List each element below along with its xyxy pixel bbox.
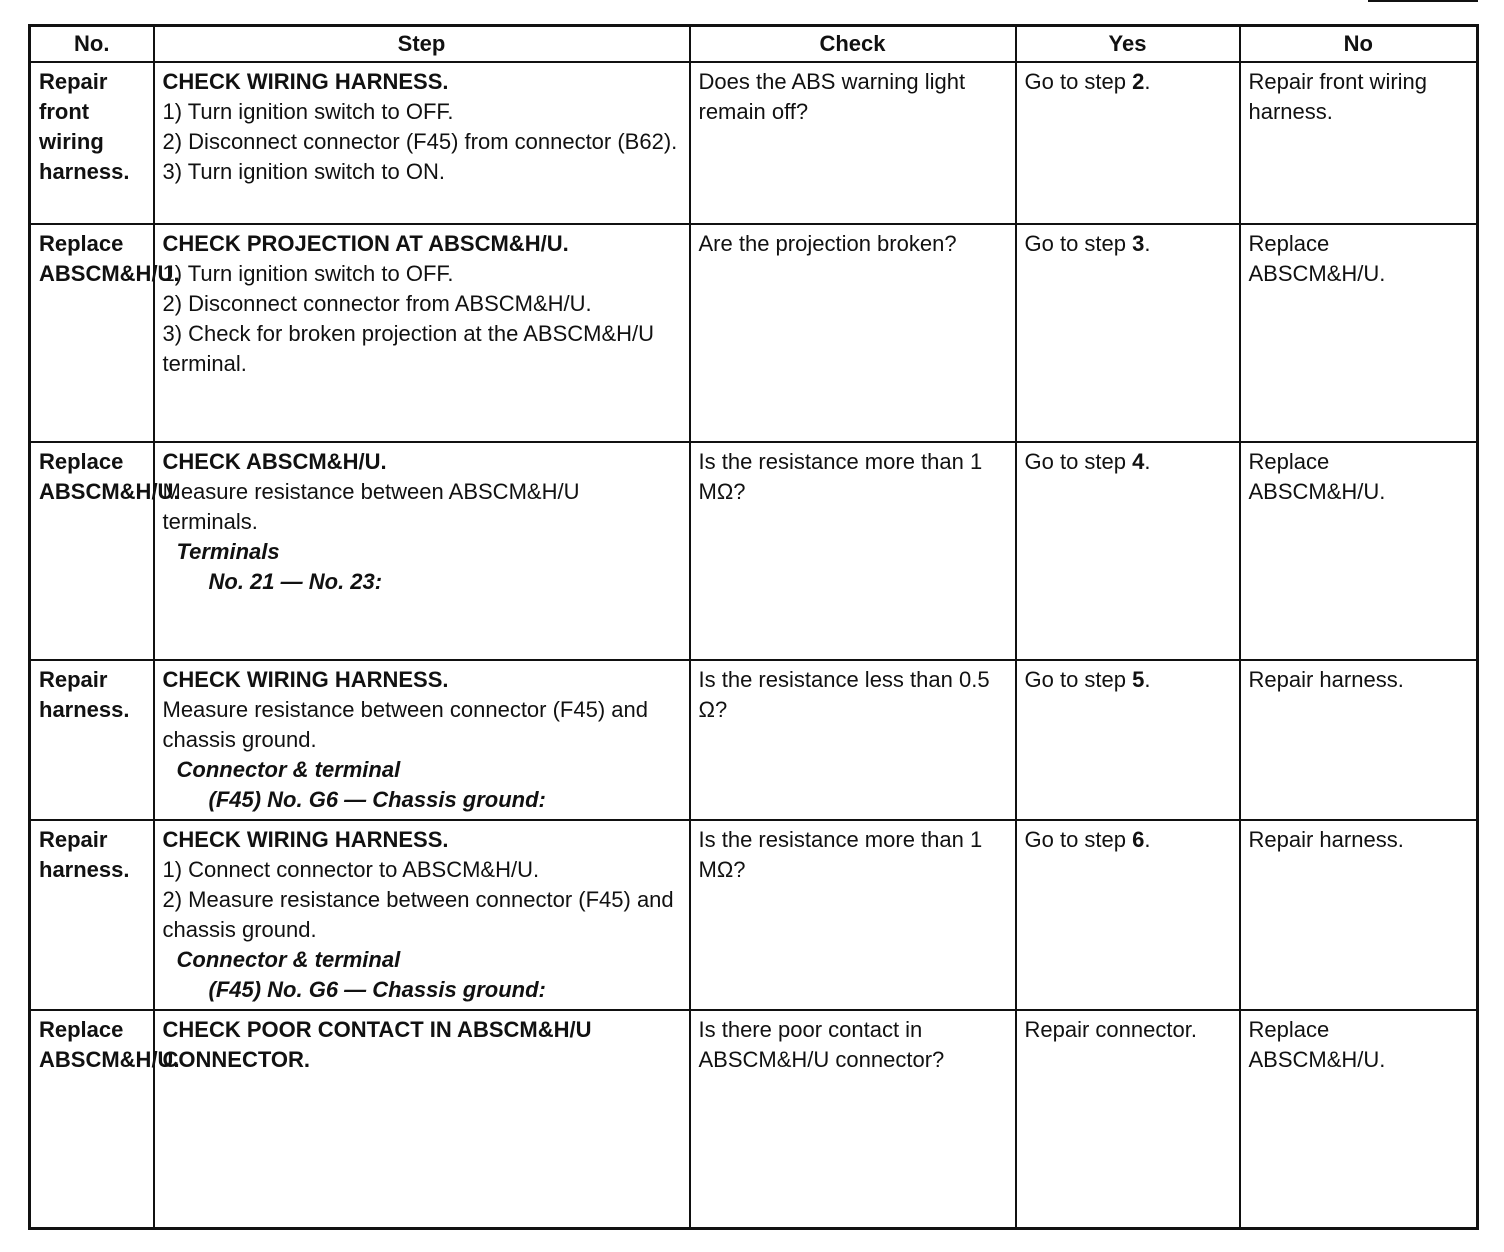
step-number: Repair harness.	[30, 820, 154, 1010]
no-cell: Repair front wiring harness.	[1240, 62, 1478, 224]
table-row	[30, 224, 1478, 442]
yes-step-ref: 3	[1132, 231, 1145, 256]
header-yes: Yes	[1016, 26, 1240, 63]
header-no-result: No	[1240, 26, 1478, 63]
yes-step-ref: 5	[1132, 667, 1145, 692]
yes-step-ref: 6	[1132, 827, 1145, 852]
yes-suffix: .	[1144, 231, 1151, 256]
check-cell: Are the projection broken?	[690, 224, 1016, 442]
step-instruction: 1) Connect connector to ABSCM&H/U.	[162, 857, 540, 882]
step-instruction: 2) Disconnect connector (F45) from connector (B62).	[162, 129, 678, 154]
check-cell: Is the resistance more than 1 MΩ?	[690, 442, 1016, 660]
no-cell: Repair harness.	[1240, 820, 1478, 1010]
step-instruction: 1) Turn ignition switch to OFF.	[162, 99, 454, 124]
step-cell	[154, 442, 690, 660]
yes-cell	[1016, 1010, 1240, 1228]
yes-text: Go to step	[1024, 231, 1133, 256]
check-cell: Is the resistance less than 0.5 Ω?	[690, 660, 1016, 820]
yes-suffix: .	[1144, 827, 1151, 852]
step-instruction: 2) Disconnect connector from ABSCM&H/U.	[162, 291, 592, 316]
step-title: CHECK POOR CONTACT IN ABSCM&H/U CONNECTOR.	[162, 1017, 592, 1072]
step-title: CHECK PROJECTION AT ABSCM&H/U.	[162, 231, 569, 256]
spec-label: Terminals	[176, 539, 280, 564]
step-cell	[154, 1010, 690, 1228]
no-cell: Repair harness.	[1240, 660, 1478, 820]
no-cell: Replace ABSCM&H/U.	[1240, 442, 1478, 660]
step-cell	[154, 660, 690, 820]
header-check: Check	[690, 26, 1016, 63]
table-row	[30, 62, 1478, 224]
step-cell	[154, 224, 690, 442]
spec-value: No. 21 — No. 23:	[208, 569, 383, 594]
spec-label: Connector & terminal	[176, 757, 401, 782]
check-cell: Does the ABS warning light remain off?	[690, 62, 1016, 224]
spec-value: (F45) No. G6 — Chassis ground:	[208, 787, 546, 812]
yes-cell	[1016, 820, 1240, 1010]
step-instruction: 2) Measure resistance between connector (F45) and chassis ground.	[162, 887, 674, 942]
table-row	[30, 660, 1478, 820]
step-number: Replace ABSCM&H/U.	[30, 1010, 154, 1228]
yes-text: Go to step	[1024, 667, 1133, 692]
step-title: CHECK WIRING HARNESS.	[162, 667, 449, 692]
yes-step-ref: 2	[1132, 69, 1145, 94]
step-number: Repair front wiring harness.	[30, 62, 154, 224]
yes-cell	[1016, 442, 1240, 660]
step-instruction: 3) Check for broken projection at the ABSCM&H/U terminal.	[162, 321, 655, 376]
step-title: CHECK ABSCM&H/U.	[162, 449, 387, 474]
yes-text: Repair connector.	[1024, 1017, 1197, 1042]
yes-text: Go to step	[1024, 827, 1133, 852]
step-title: CHECK WIRING HARNESS.	[162, 827, 449, 852]
table-row	[30, 1010, 1478, 1228]
header-row	[30, 26, 1478, 63]
step-number: Repair harness.	[30, 660, 154, 820]
yes-text: Go to step	[1024, 69, 1133, 94]
header-no: No.	[30, 26, 154, 63]
spec-value: (F45) No. G6 — Chassis ground:	[208, 977, 546, 1002]
no-cell: Replace ABSCM&H/U.	[1240, 1010, 1478, 1228]
yes-cell	[1016, 62, 1240, 224]
yes-text: Go to step	[1024, 449, 1133, 474]
step-instruction: Measure resistance between ABSCM&H/U terminals.	[162, 479, 580, 534]
no-cell: Replace ABSCM&H/U.	[1240, 224, 1478, 442]
step-number: Replace ABSCM&H/U.	[30, 442, 154, 660]
yes-cell	[1016, 660, 1240, 820]
table-row	[30, 820, 1478, 1010]
yes-suffix: .	[1144, 667, 1151, 692]
yes-suffix: .	[1144, 449, 1151, 474]
yes-step-ref: 4	[1132, 449, 1145, 474]
diagnostic-table	[28, 24, 1479, 1230]
step-instruction: 1) Turn ignition switch to OFF.	[162, 261, 454, 286]
spec-label: Connector & terminal	[176, 947, 401, 972]
step-number: Replace ABSCM&H/U.	[30, 224, 154, 442]
header-step: Step	[154, 26, 690, 63]
table-row	[30, 442, 1478, 660]
yes-cell	[1016, 224, 1240, 442]
check-cell: Is there poor contact in ABSCM&H/U connector?	[690, 1010, 1016, 1228]
step-title: CHECK WIRING HARNESS.	[162, 69, 449, 94]
step-cell	[154, 62, 690, 224]
table-body	[30, 62, 1478, 1228]
corner-rule	[1368, 0, 1478, 2]
yes-suffix: .	[1144, 69, 1151, 94]
step-instruction: 3) Turn ignition switch to ON.	[162, 159, 445, 184]
check-cell: Is the resistance more than 1 MΩ?	[690, 820, 1016, 1010]
step-instruction: Measure resistance between connector (F45) and chassis ground.	[162, 697, 648, 752]
step-cell	[154, 820, 690, 1010]
